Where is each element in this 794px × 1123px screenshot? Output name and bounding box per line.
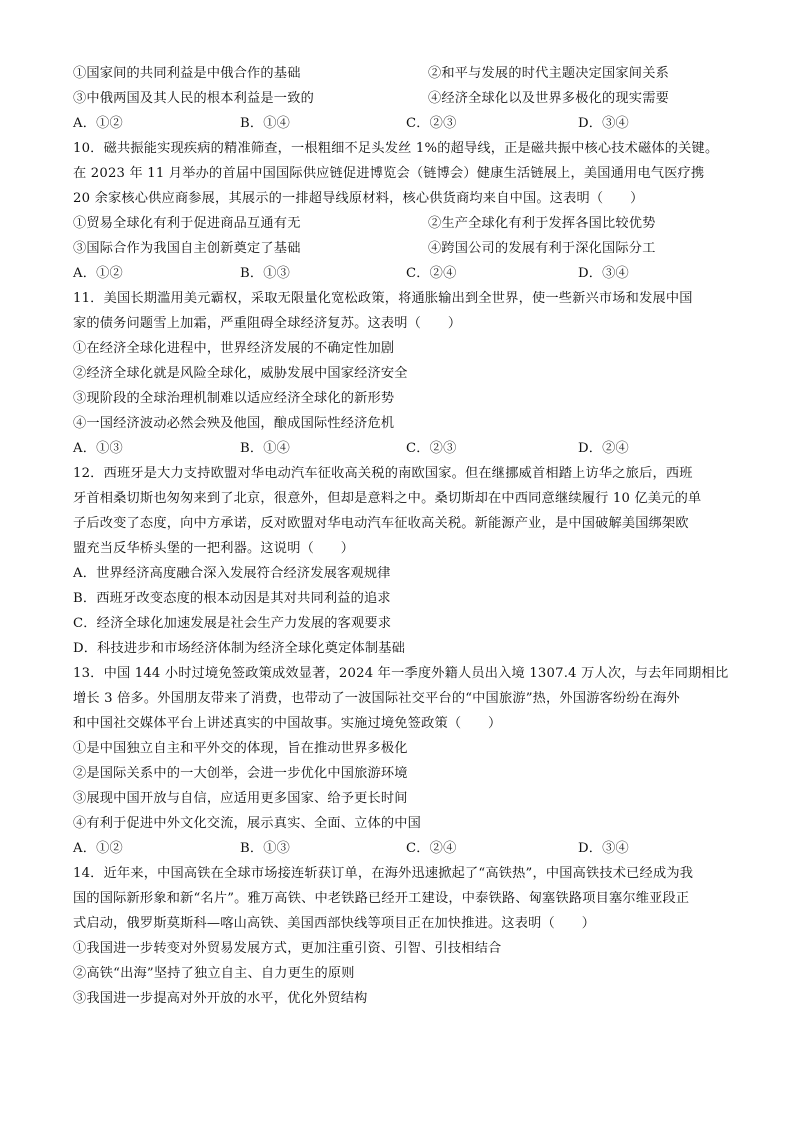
q14-stem-line-1: 14．近年来，中国高铁在全球市场接连斩获订单，在海外迅速掀起了“高铁热”，中国高铁技术已经成为我 (73, 866, 694, 881)
q12-option-a[interactable]: A．世界经济高度融合深入发展符合经济发展客观规律 (73, 566, 391, 581)
q10-option-b[interactable]: B．①③ (240, 266, 291, 281)
q14-stem-line-2: 国的国际新形象和新“名片”。雅万高铁、中老铁路已经开工建设，中泰铁路、匈塞铁路项目塞尔维亚段正 (73, 891, 690, 906)
q14-item-1: ①我国进一步转变对外贸易发展方式，更加注重引资、引智、引技相结合 (73, 941, 502, 956)
q9-item-3: ③中俄两国及其人民的根本利益是一致的 (73, 91, 314, 106)
q12-option-d[interactable]: D．科技进步和市场经济体制为经济全球化奠定体制基础 (73, 641, 406, 656)
q10-option-c[interactable]: C．②④ (406, 266, 457, 281)
q11-option-d[interactable]: D．②④ (578, 441, 629, 456)
q10-option-a[interactable]: A．①② (73, 266, 123, 281)
q10-item-4: ④跨国公司的发展有利于深化国际分工 (428, 241, 656, 256)
q9-items-row-2 (73, 91, 669, 107)
q10-items-row-1 (73, 216, 656, 232)
q11-option-c[interactable]: C．②③ (406, 441, 457, 456)
q13-item-1: ①是中国独立自主和平外交的体现，旨在推动世界多极化 (73, 741, 408, 756)
q13-option-d[interactable]: D．③④ (578, 841, 629, 856)
q13-option-a[interactable]: A．①② (73, 841, 123, 856)
q13-item-4: ④有利于促进中外文化交流，展示真实、全面、立体的中国 (73, 816, 422, 831)
q9-option-d[interactable]: D．③④ (578, 116, 629, 131)
q12-stem-line-2: 牙首相桑切斯也匆匆来到了北京，很意外，但却是意料之中。桑切斯却在中西同意继续履行 10 亿美元的单 (73, 491, 702, 506)
q13-option-c[interactable]: C．②④ (406, 841, 457, 856)
q13-item-3: ③展现中国开放与自信，应适用更多国家、给予更长时间 (73, 791, 408, 806)
q9-option-b[interactable]: B．①④ (240, 116, 291, 131)
q11-option-a[interactable]: A．①③ (73, 441, 123, 456)
q9-item-4: ④经济全球化以及世界多极化的现实需要 (428, 91, 669, 106)
q10-option-d[interactable]: D．③④ (578, 266, 629, 281)
q12-stem-line-4: 盟充当反华桥头堡的一把利器。这说明（ ） (73, 541, 355, 556)
q13-item-2: ②是国际关系中的一大创举，会进一步优化中国旅游环境 (73, 766, 408, 781)
q10-items-row-2 (73, 241, 656, 257)
q11-stem-line-2: 家的债务问题雪上加霜，严重阻碍全球经济复苏。这表明（ ） (73, 316, 462, 331)
q9-option-c[interactable]: C．②③ (406, 116, 457, 131)
q14-item-3: ③我国进一步提高对外开放的水平，优化外贸结构 (73, 991, 368, 1006)
q10-item-2: ②生产全球化有利于发挥各国比较优势 (428, 216, 656, 231)
q10-item-3: ③国际合作为我国自主创新奠定了基础 (73, 241, 301, 256)
q13-option-b[interactable]: B．①③ (240, 841, 291, 856)
q14-stem-line-3: 式启动，俄罗斯莫斯科—喀山高铁、美国西部快线等项目正在加快推进。这表明（ ） (73, 916, 596, 931)
q11-option-b[interactable]: B．①④ (240, 441, 291, 456)
q10-stem-line-3: 20 余家核心供应商参展，其展示的一排超导线原材料，核心供货商均来自中国。这表明（ ） (73, 191, 644, 206)
q13-stem-line-1: 13．中国 144 小时过境免签政策成效显著，2024 年一季度外籍人员出入境 1307.4 万人次，与去年同期相比 (73, 666, 729, 681)
q9-item-1: ①国家间的共同利益是中俄合作的基础 (73, 66, 301, 81)
q11-item-3: ③现阶段的全球治理机制难以适应经济全球化的新形势 (73, 391, 395, 406)
q14-item-2: ②高铁“出海”坚持了独立自主、自力更生的原则 (73, 966, 355, 981)
q10-item-1: ①贸易全球化有利于促进商品互通有无 (73, 216, 301, 231)
q12-option-c[interactable]: C．经济全球化加速发展是社会生产力发展的客观要求 (73, 616, 392, 631)
q11-item-2: ②经济全球化就是风险全球化，威胁发展中国家经济安全 (73, 366, 408, 381)
q12-stem-line-3: 子后改变了态度，向中方承诺，反对欧盟对华电动汽车征收高关税。新能源产业，是中国破解美国绑架欧 (73, 516, 689, 531)
q12-option-b[interactable]: B．西班牙改变态度的根本动因是其对共同利益的追求 (73, 591, 391, 606)
q11-item-4: ④一国经济波动必然会殃及他国，酿成国际性经济危机 (73, 416, 395, 431)
q9-item-2: ②和平与发展的时代主题决定国家间关系 (428, 66, 669, 81)
q9-items-row-1 (73, 66, 669, 82)
q9-option-a[interactable]: A．①② (73, 116, 123, 131)
q13-stem-line-3: 和中国社交媒体平台上讲述真实的中国故事。实施过境免签政策（ ） (73, 716, 502, 731)
q13-stem-line-2: 增长 3 倍多。外国朋友带来了消费，也带动了一波国际社交平台的“中国旅游”热，外国游客纷纷在海外 (73, 691, 680, 706)
q10-stem-line-1: 10．磁共振能实现疾病的精准筛查，一根粗细不足头发丝 1%的超导线，正是磁共振中核心技术磁体的关键。 (73, 141, 719, 156)
q11-item-1: ①在经济全球化进程中，世界经济发展的不确定性加剧 (73, 341, 395, 356)
q10-stem-line-2: 在 2023 年 11 月举办的首届中国国际供应链促进博览会（链博会）健康生活链展上，美国通用电气医疗携 (73, 166, 705, 181)
q11-stem-line-1: 11．美国长期滥用美元霸权，采取无限量化宽松政策，将通胀输出到全世界，使一些新兴市场和发展中国 (73, 291, 693, 306)
q12-stem-line-1: 12．西班牙是大力支持欧盟对华电动汽车征收高关税的南欧国家。但在继挪威首相踏上访华之旅后，西班 (73, 466, 693, 481)
